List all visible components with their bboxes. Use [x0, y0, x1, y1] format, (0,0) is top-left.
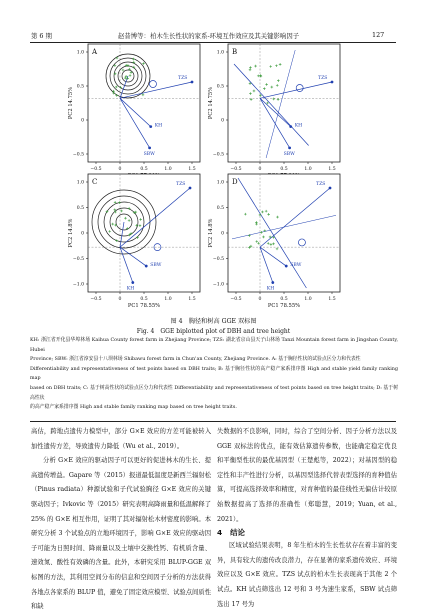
- environment-label: TZS: [178, 76, 188, 81]
- environment-point: [289, 125, 292, 128]
- figure-4: [0, 40, 427, 316]
- environment-label: SBW: [150, 263, 162, 269]
- x-tick-label: 0: [258, 167, 262, 172]
- y-tick-label: 0.5: [76, 206, 84, 212]
- environment-label: TZS: [176, 182, 186, 187]
- gge-biplot-figure: [0, 40, 427, 316]
- y-tick-label: −0.5: [72, 257, 84, 263]
- y-tick-label: −0.5: [72, 152, 84, 158]
- y-tick-label: 0: [81, 231, 84, 237]
- environment-label: TZS: [316, 182, 326, 187]
- y-tick-label: 0.5: [216, 84, 224, 90]
- body-column-left: [31, 425, 211, 615]
- y-tick-label: 0.5: [216, 206, 224, 212]
- x-tick-label: 1.0: [304, 167, 312, 172]
- y-tick-label: −0.5: [212, 152, 224, 158]
- environment-label: KH: [266, 286, 275, 292]
- y-axis-label: PC2 14.8%: [68, 218, 74, 248]
- section-heading: [217, 527, 397, 539]
- y-axis-label: PC2 14.75%: [68, 86, 74, 120]
- biplot-panel-b: [208, 44, 340, 179]
- body-paragraph: 失数据的不良影响，同时，综合了空间分析、因子分析方法以及 GGE 双标法的优点，能有效估算遗传参数，也能确定稳定优良和平衡型性状的最优基因型（王楚彪等，2022）；对基因型的稳定性和丰产性进行分析，以基因型选择代替表型选择的育种值估算，可提高选择效率和精度，对育种值的最佳线性无偏估计较原始数据提高了选择的准确性（郑聪慧，2019；Yuan, et al., 2021）。: [217, 428, 397, 523]
- environment-label: SBW: [143, 151, 155, 157]
- y-tick-label: 1.0: [76, 50, 84, 56]
- environment-point: [331, 81, 334, 84]
- environment-label: SBW: [290, 263, 302, 269]
- x-tick-label: 1.0: [164, 167, 172, 172]
- environment-point: [288, 146, 291, 149]
- panel-letter: D: [232, 178, 238, 186]
- y-tick-label: 1.0: [216, 50, 224, 56]
- body-paragraph: 分析 G×E 效应的驱动因子可以更好的促进林木的生长、提高遗传增益。Gapare 等（2015）报道最低温度是新西兰辐射松（Pinus radiata）种源试验和子代试验胸径 G×E 效应的关键驱动因子；Ivkovic 等（2015）研究表明高降雨量和低温解释了 25% 的 G×E 相互作用，证明了其对辐射松木材密度的影响。本研究分析 3 个试验点的立地环境因子，影响 G×E 效应的驱动因子可能为日照时间、降雨量以及土壤中交换性钙、有机质含量、速效氮、酸性有效磷的含量。此外，本研究采用 BLUP-GGE 双标图的方法，其利用空间分布的信息和空间因子分析的方法获得各地点各家系的 BLUP 值，避免了固定效应模型、试验点间质性和缺: [31, 457, 211, 611]
- body-paragraph: 高估，跨地点遗传力模型中，部分 G×E 效应的方差可能被转入加性遗传方差，导致遗传力降低（Wu et al., 2019）。: [31, 428, 211, 450]
- x-tick-label: 1.5: [328, 297, 336, 302]
- environment-label: TZS: [318, 76, 328, 81]
- environment-point: [145, 265, 148, 268]
- panel-frame: [88, 174, 200, 292]
- y-tick-label: 1.0: [216, 180, 224, 186]
- x-tick-label: 0: [118, 167, 122, 172]
- y-tick-label: −1.0: [72, 282, 84, 288]
- x-axis-label: PC1 78.55%: [267, 303, 301, 309]
- panel-frame: [88, 44, 200, 162]
- environment-label: SBW: [283, 151, 295, 157]
- x-tick-label: 0.5: [280, 297, 288, 302]
- x-tick-label: 0.5: [280, 167, 288, 172]
- figure-caption-en: Fig. 4 GGE biplotted plot of DBH and tree height: [136, 328, 291, 335]
- running-title: 赵昔博等：柏木生长性状的家系-环境互作效应及其关键影响因子: [118, 32, 300, 40]
- environment-label: KH: [294, 123, 303, 129]
- conclusion-paragraph: 区域试验结果表明，8 年生柏木的生长性状存在着丰富的变异，具有较大的遗传改良潜力，存在显著的家系遗传效应、环境效应以及 G×E 效应。TZS 试点的柏木生长表现高于其他 2 个试点。KH 试点筛选出 12 号和 3 号为速生家系，SBW 试点筛选出 17 号为: [217, 542, 397, 608]
- environment-label: KH: [154, 123, 163, 129]
- panel-letter: C: [92, 178, 98, 186]
- panel-frame: [228, 174, 340, 292]
- biplot-panel-a: [68, 44, 200, 179]
- issue-number: 第 6 期: [31, 32, 52, 40]
- x-tick-label: 0: [258, 297, 262, 302]
- panel-letter: B: [232, 48, 238, 56]
- panel-frame: [228, 44, 340, 162]
- panel-letter: A: [92, 48, 98, 56]
- x-tick-label: 1.0: [164, 297, 172, 302]
- environment-point: [285, 265, 288, 268]
- environment-point: [271, 281, 274, 284]
- y-tick-label: 0: [221, 231, 224, 237]
- environment-point: [191, 81, 194, 84]
- x-tick-label: 0: [118, 297, 122, 302]
- x-tick-label: −0.5: [90, 167, 102, 172]
- x-axis-label: PC1 78.55%: [127, 303, 161, 309]
- notes-rule: [30, 421, 396, 422]
- section-number: 4: [217, 528, 223, 538]
- y-tick-label: 0: [81, 118, 84, 124]
- y-axis-label: PC2 14.8%: [208, 218, 214, 248]
- x-tick-label: 0.5: [140, 167, 148, 172]
- figure-notes: [30, 336, 398, 413]
- figure-caption-zh: 图 4 胸径和树高 GGE 双标图: [170, 318, 257, 325]
- biplot-panel-c: [68, 174, 200, 309]
- y-axis-label: PC2 14.75%: [208, 86, 214, 120]
- x-tick-label: −0.5: [90, 297, 102, 302]
- y-tick-label: 0.5: [76, 84, 84, 90]
- environment-label: KH: [126, 286, 135, 292]
- y-tick-label: 0: [221, 118, 224, 124]
- section-title: 结论: [230, 528, 245, 538]
- figure-note-line: based on DBH traits; C: 基于树高性状的试验点区分力和代表性 Differentiability and representativeness of test points based on tree height traits; D: 基于树高性状: [30, 384, 398, 401]
- x-tick-label: 0.5: [140, 297, 148, 302]
- biplot-panel-d: [208, 174, 340, 309]
- y-tick-label: −0.5: [212, 257, 224, 263]
- environment-point: [148, 146, 151, 149]
- environment-point: [131, 281, 134, 284]
- figure-note-line: KH: 浙江省开化县华埠林场 Kaihua County forest farm in Zhejiang Province; TZS: 湖北省京山县天子山林场 Tanzi Mountain forest farm in Jingshan County, Hubei: [30, 337, 398, 353]
- y-tick-label: 1.0: [76, 180, 84, 186]
- y-tick-label: −1.0: [212, 282, 224, 288]
- environment-point: [149, 125, 152, 128]
- body-column-right: [217, 425, 397, 612]
- figure-note-line: Differentiability and representativeness of test points based on DBH traits; B: 基于胸径性状的高产稳产家系排序图 High and stable yield family ranking map: [30, 365, 398, 382]
- x-tick-label: 1.0: [304, 297, 312, 302]
- page-number: 127: [372, 31, 385, 39]
- x-tick-label: −0.5: [230, 167, 242, 172]
- x-tick-label: −0.5: [230, 297, 242, 302]
- environment-point: [189, 187, 192, 190]
- environment-point: [329, 187, 332, 190]
- figure-note-line: Province; SBW: 浙江省淳安县十八坝林场 Shibawu forest farm in Chun'an County, Zhejiang Province. A: 基于胸径性状的试验点区分力和代表性: [30, 356, 361, 363]
- x-tick-label: 1.5: [328, 167, 336, 172]
- figure-note-line: 的高产稳产家系排序图 High and stable family ranking map based on tree height traits.: [30, 404, 237, 411]
- x-tick-label: 1.5: [188, 167, 196, 172]
- x-tick-label: 1.5: [188, 297, 196, 302]
